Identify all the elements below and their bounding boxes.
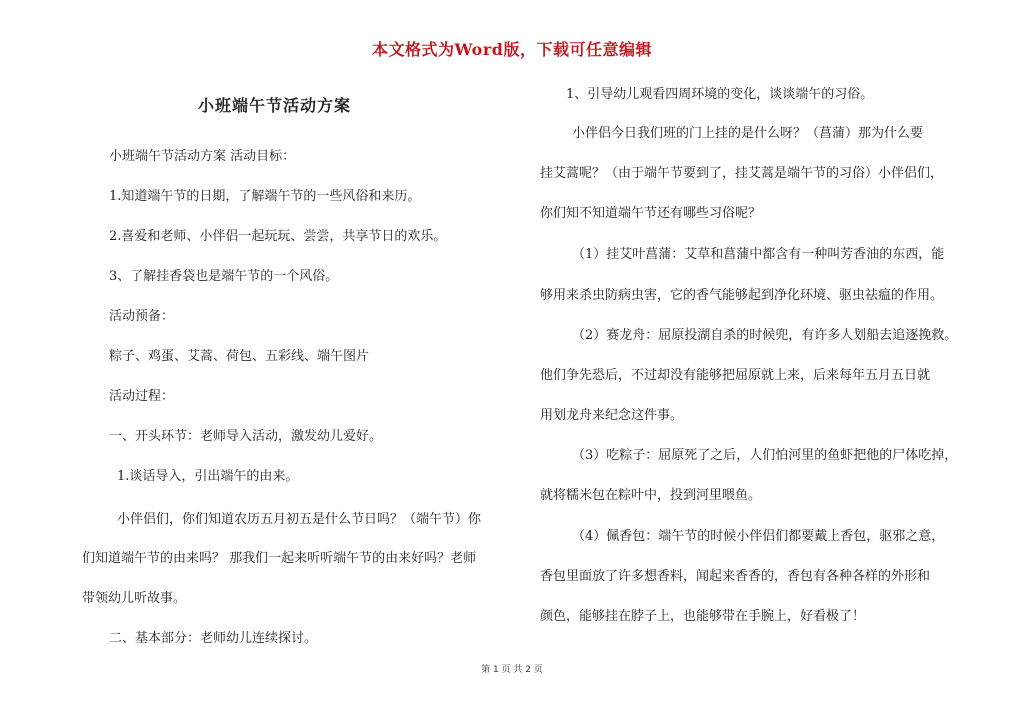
paragraph-line: 够用来杀虫防病虫害，它的香气能够起到净化环境、驱虫祛瘟的作用。 [540, 288, 944, 303]
paragraph-line: 用划龙舟来纪念这件事。 [540, 408, 684, 423]
paragraph-line: 活动过程： [109, 389, 175, 404]
paragraph-line: 3、了解挂香袋也是端午节的一个风俗。 [109, 269, 339, 284]
paragraph-line: （2）赛龙舟：屈原投湖自杀的时候兜，有许多人划船去追逐挽救。 [572, 328, 958, 343]
paragraph-line: 1.知道端午节的日期，了解端午节的一些风俗和来历。 [109, 189, 421, 204]
paragraph-line: 活动预备： [109, 309, 175, 324]
paragraph-line: 就将糯米包在粽叶中，投到河里喂鱼。 [540, 488, 762, 503]
paragraph-line: 小伴侣今日我们班的门上挂的是什么呀？（菖蒲）那为什么要 [572, 126, 924, 141]
paragraph-line: （4）佩香包：端午节的时候小伴侣们都要戴上香包，驱邪之意， [572, 529, 945, 544]
paragraph-line: （3）吃粽子：屈原死了之后，人们怕河里的鱼虾把他的尸体吃掉， [572, 448, 958, 463]
paragraph-line: 带领幼儿听故事。 [82, 591, 187, 606]
paragraph-line: 2.喜爱和老师、小伴侣一起玩玩、尝尝，共享节日的欢乐。 [109, 229, 447, 244]
document-title: 小班端午节活动方案 [198, 96, 352, 115]
paragraph-line: 们知道端午节的由来吗？ 那我们一起来听听端午节的由来好吗？老师 [82, 551, 477, 566]
paragraph-line: （1）挂艾叶菖蒲：艾草和菖蒲中都含有一种叫芳香油的东西，能 [572, 247, 945, 262]
edit-notice-banner: 本文格式为Word版，下载可任意编辑 [372, 40, 652, 59]
paragraph-line: 一、开头环节：老师导入活动，激发幼儿爱好。 [109, 429, 383, 444]
paragraph-line: 1.谈话导入，引出端午的由来。 [117, 469, 299, 484]
paragraph-line: 小班端午节活动方案 活动目标： [109, 149, 296, 164]
page-number: 第 1 页 共 2 页 [481, 665, 543, 675]
paragraph-line: 粽子、鸡蛋、艾蒿、荷包、五彩线、端午图片 [109, 349, 370, 364]
paragraph-line: 小伴侣们，你们知道农历五月初五是什么节日吗？（端午节）你 [117, 512, 482, 527]
paragraph-line: 颜色，能够挂在脖子上，也能够带在手腕上，好看极了！ [540, 609, 866, 624]
paragraph-line: 挂艾蒿呢？（由于端午节要到了，挂艾蒿是端午节的习俗）小伴侣们， [540, 166, 944, 181]
paragraph-line: 香包里面放了许多想香料，闻起来香香的，香包有各种各样的外形和 [540, 569, 931, 584]
paragraph-line: 1、引导幼儿观看四周环境的变化，谈谈端午的习俗。 [566, 87, 874, 102]
paragraph-line: 你们知不知道端午节还有哪些习俗呢？ [540, 206, 762, 221]
paragraph-line: 他们争先恐后，不过却没有能够把屈原就上来，后来每年五月五日就 [540, 368, 931, 383]
paragraph-line: 二、基本部分：老师幼儿连续探讨。 [109, 631, 318, 646]
